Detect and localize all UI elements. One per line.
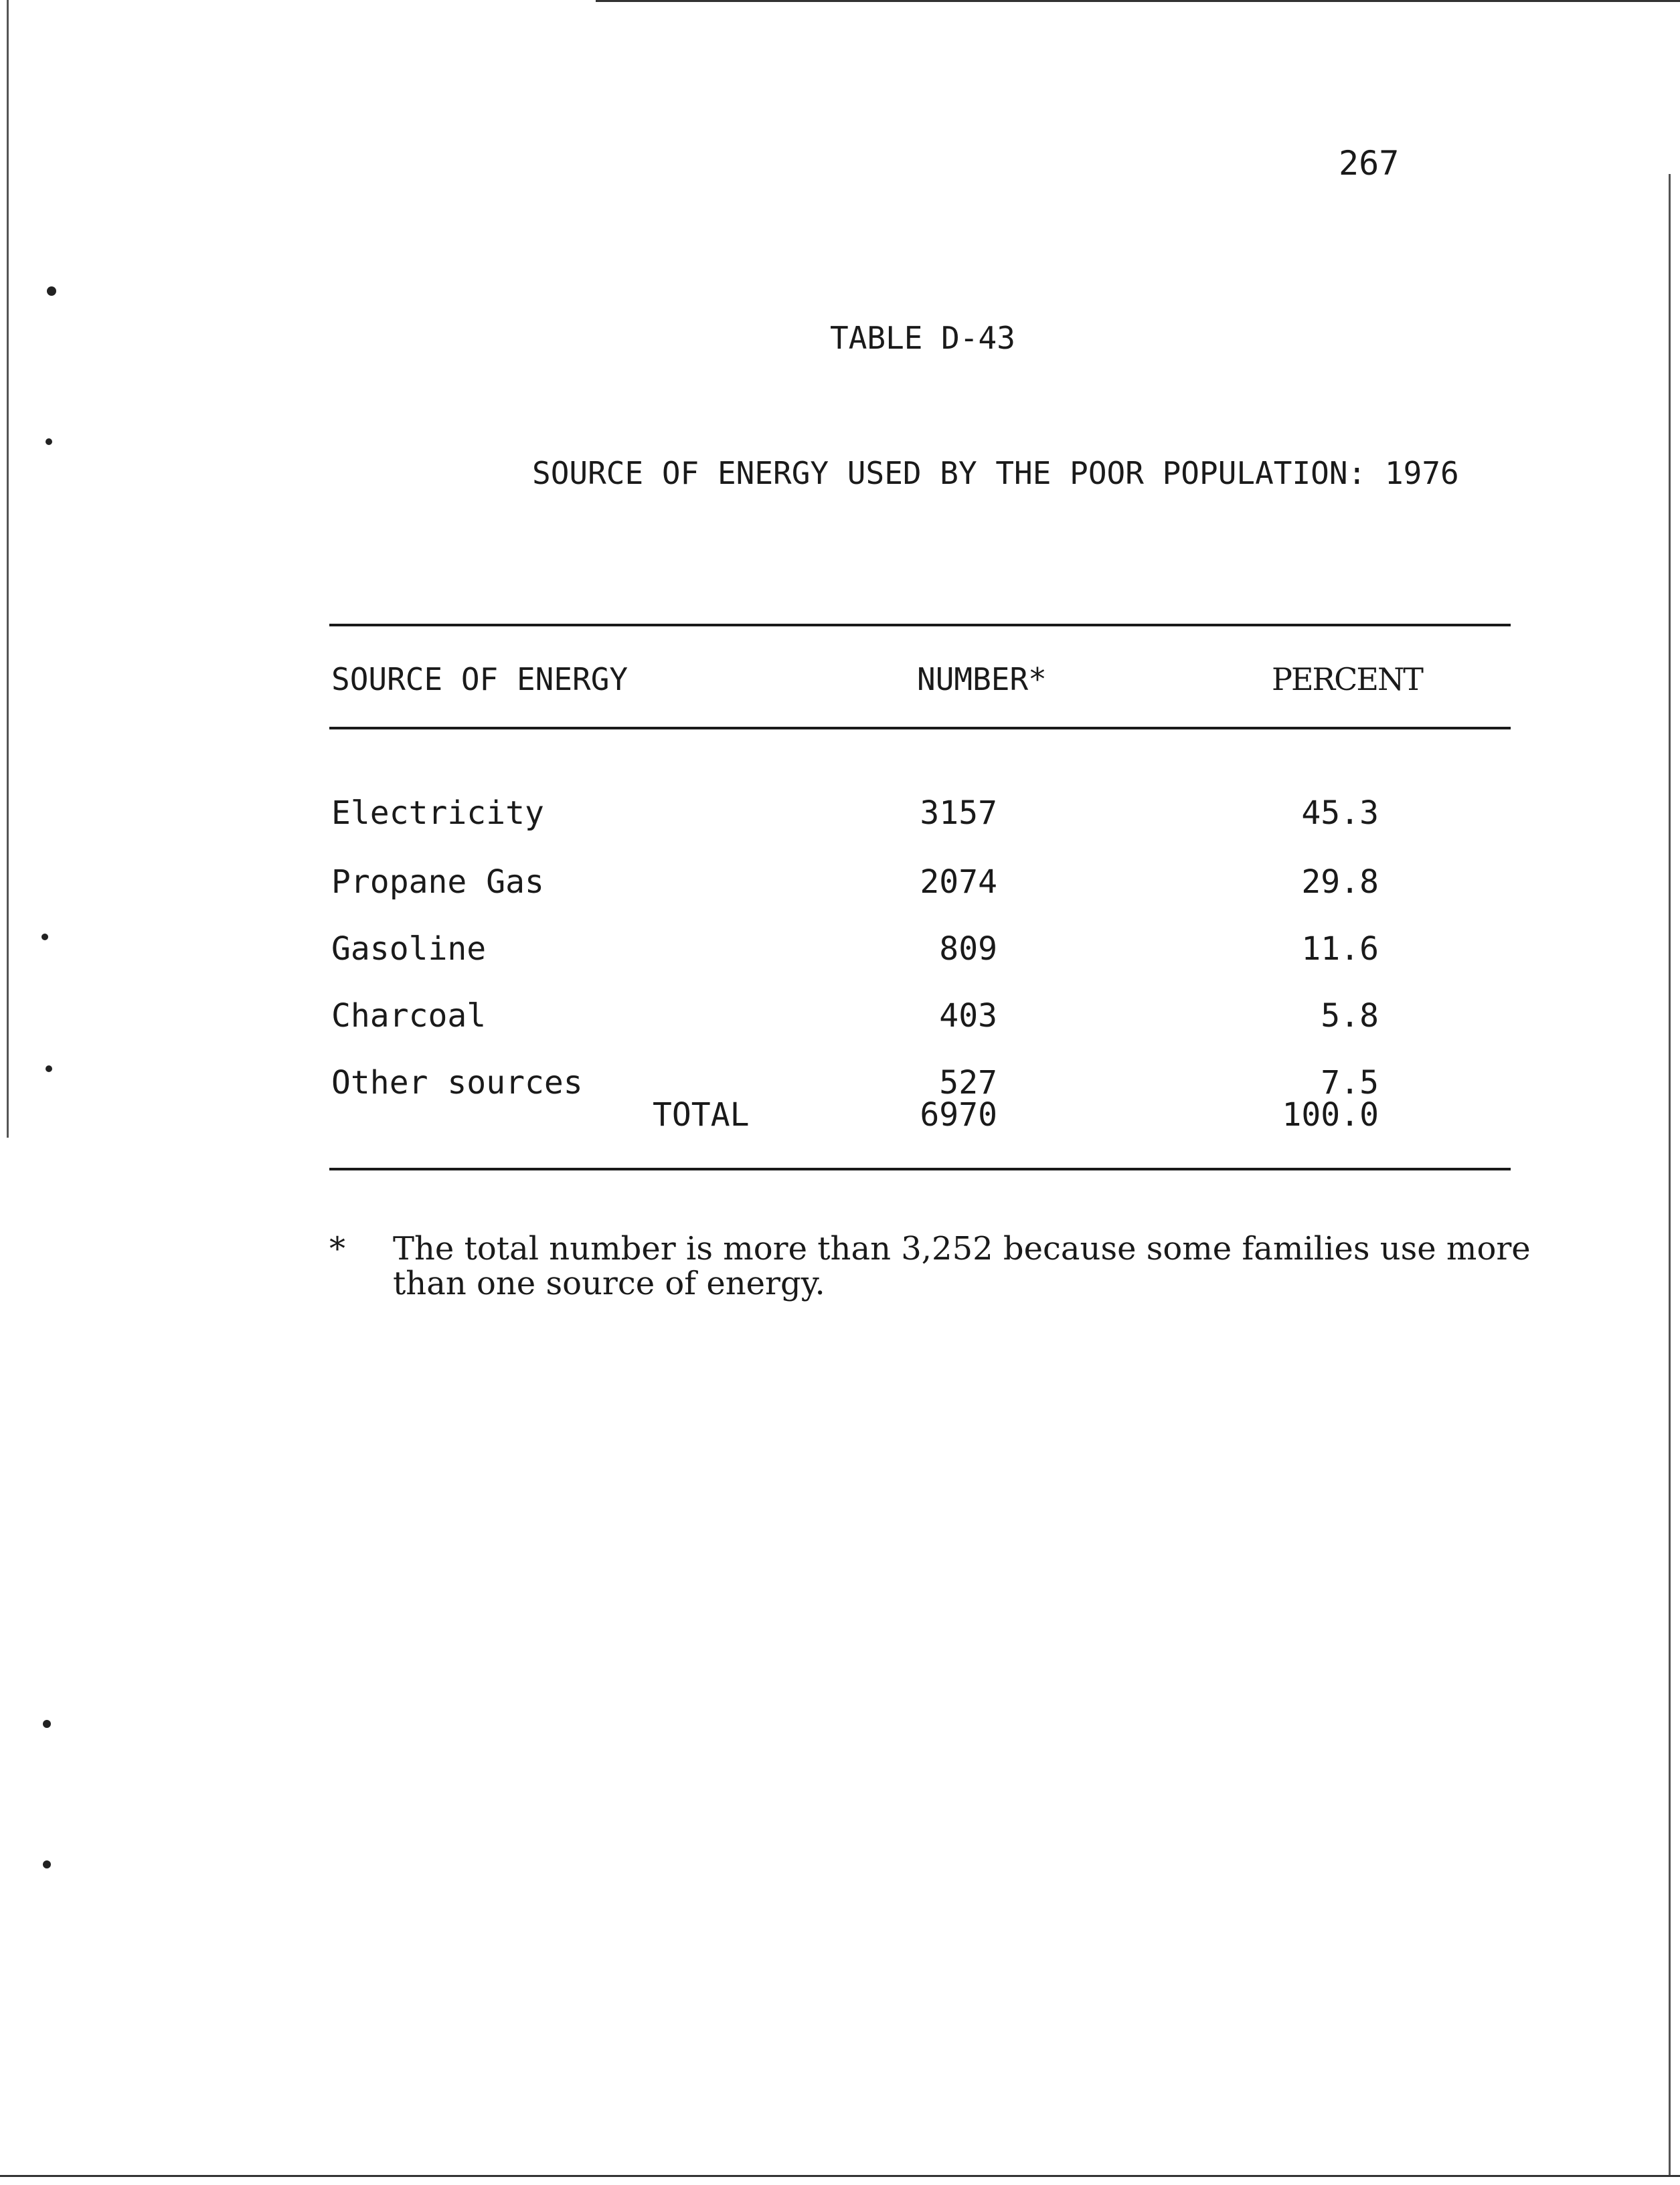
table-label: TABLE D-43 — [830, 320, 1015, 356]
row-source: Electricity — [331, 794, 544, 832]
table-row — [0, 930, 1680, 970]
scan-speck — [47, 286, 56, 296]
page-edge-bottom — [0, 2175, 1680, 2177]
row-number: 2074 — [920, 863, 997, 901]
total-label: TOTAL — [653, 1096, 750, 1134]
total-percent: 100.0 — [1282, 1096, 1379, 1134]
row-source: Propane Gas — [331, 863, 544, 901]
column-header-number: NUMBER* — [917, 661, 1047, 697]
scan-speck — [43, 1720, 51, 1728]
column-header-percent: PERCENT — [1272, 661, 1422, 697]
scan-speck — [46, 438, 52, 445]
table-total-row — [0, 1096, 1680, 1136]
footnote — [329, 1231, 1554, 1301]
row-source: Charcoal — [331, 997, 487, 1035]
scan-speck — [43, 1860, 51, 1868]
table-title: SOURCE OF ENERGY USED BY THE POOR POPULATION: 1976 — [532, 455, 1459, 491]
row-percent: 5.8 — [1321, 997, 1379, 1035]
row-source: Gasoline — [331, 930, 487, 968]
row-number: 809 — [939, 930, 997, 968]
row-source: Other sources — [331, 1064, 583, 1102]
footnote-text: The total number is more than 3,252 because some families use more than one source of energy. — [393, 1230, 1531, 1302]
row-number: 527 — [939, 1064, 997, 1102]
row-number: 403 — [939, 997, 997, 1035]
row-percent: 11.6 — [1301, 930, 1379, 968]
page-edge-right — [1669, 174, 1671, 2175]
table-row — [0, 794, 1680, 835]
table-row — [0, 863, 1680, 903]
row-percent: 45.3 — [1301, 794, 1379, 832]
page-edge-top — [596, 0, 1680, 2]
column-header-source: SOURCE OF ENERGY — [331, 661, 628, 697]
table-row — [0, 997, 1680, 1037]
total-number: 6970 — [920, 1096, 997, 1134]
footnote-mark: * — [329, 1230, 345, 1268]
header-rule — [329, 727, 1511, 729]
row-percent: 29.8 — [1301, 863, 1379, 901]
table-bottom-rule — [329, 1168, 1511, 1170]
row-percent: 7.5 — [1321, 1064, 1379, 1102]
table-top-rule — [329, 624, 1511, 626]
row-number: 3157 — [920, 794, 997, 832]
page-number: 267 — [1339, 144, 1400, 183]
